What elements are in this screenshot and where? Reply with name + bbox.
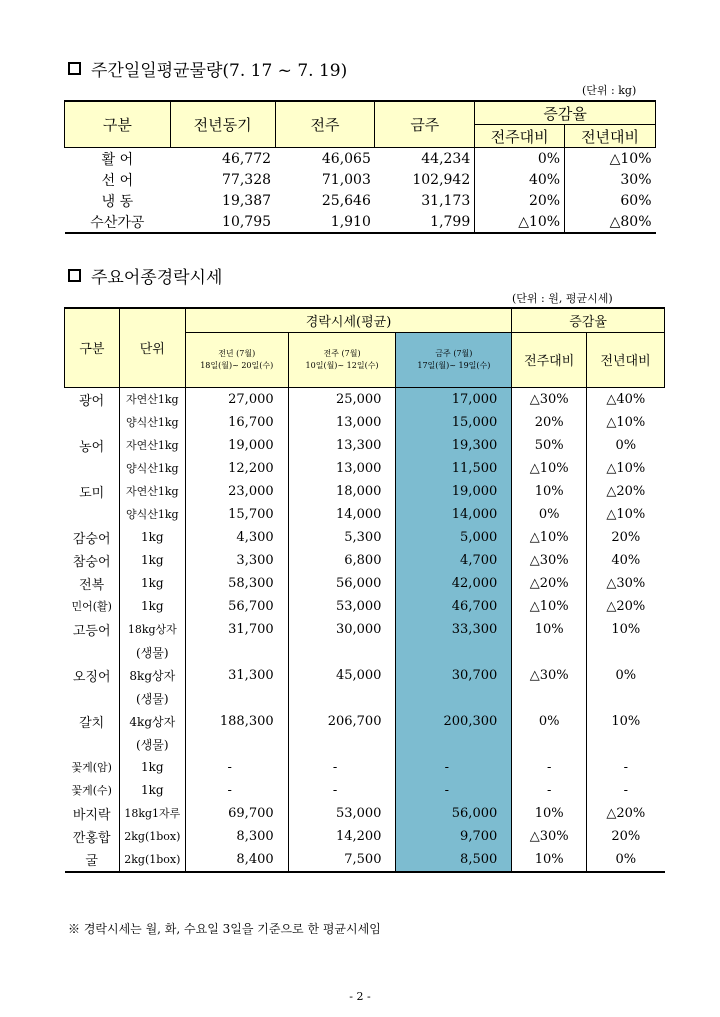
cell-vs-last-year: 0% [587,664,665,687]
row-label: 갈치 [79,715,105,731]
cell-this-week: 4,700 [396,549,512,572]
header-prev-week-line1: 전주 (7월) [323,348,361,358]
cell-prev-week: 5,300 [288,526,396,549]
cell-vs-prev-week: 0% [512,503,587,526]
cell-last-year: 12,200 [185,457,288,480]
checkbox-square-icon [68,269,81,282]
header-change: 증감율 [512,308,665,332]
table-row [65,387,665,411]
cell-unit: 양식산1kg [119,503,185,526]
row-label: 바지락 [72,807,111,823]
cell-vs-prev-week: △10% [512,595,587,618]
row-label: 고등어 [72,623,111,639]
cell-vs-last-year: △10% [587,411,665,434]
row-label: 굴 [65,848,120,872]
cell-vs-last-year: 20% [587,825,665,848]
cell-unit: 8kg상자 [119,664,185,687]
cell-vs-last-year: 0% [587,848,665,872]
row-label: 전복 [79,577,105,593]
cell-prev-week: - [288,756,396,779]
checkbox-square-icon [68,62,81,75]
cell-prev-week: 46,065 [321,150,371,167]
table-row [65,549,665,572]
cell-this-week: 15,000 [396,411,512,434]
cell-vs-prev-week: 50% [512,434,587,457]
row-label [65,641,120,664]
cell-vs-prev-week: - [512,756,587,779]
cell-last-year: 31,700 [185,618,288,641]
row-label: 활 어 [101,151,134,168]
cell-vs-last-year: - [587,756,665,779]
header-last-year: 전년동기 [170,101,275,148]
cell-this-week: 33,300 [396,618,512,641]
table-row [65,756,665,779]
header-this-week: 금주 [375,101,475,148]
row-label: 광어 [79,393,105,409]
header-vs-prev-week: 전주대비 [475,125,565,148]
cell-prev-week: 53,000 [288,595,396,618]
cell-prev-week: 30,000 [288,618,396,641]
header-change: 증감율 [475,101,656,125]
row-label: 감숭어 [72,531,111,547]
cell-vs-prev-week: 10% [512,802,587,825]
cell-vs-last-year: △20% [587,595,665,618]
table-row [65,664,665,687]
row-label: 참숭어 [72,554,111,570]
table-row [65,526,665,549]
cell-prev-week: 18,000 [288,480,396,503]
cell-unit: 양식산1kg [119,411,185,434]
cell-prev-week: - [288,779,396,802]
header-last-year-line1: 전년 (7월) [218,348,256,358]
row-label [65,503,120,526]
cell-this-week: 42,000 [396,572,512,595]
section1-unit: (단위 : kg) [582,84,637,97]
cell-prev-week: 25,646 [321,192,371,209]
table-row [65,148,656,170]
cell-vs-last-year [587,687,665,710]
table-row [65,595,665,618]
cell-vs-prev-week: △20% [512,572,587,595]
cell-prev-week: 1,910 [275,211,375,233]
cell-unit: 2kg(1box) [119,848,185,872]
cell-vs-last-year: - [587,779,665,802]
cell-unit: 1kg [119,549,185,572]
cell-vs-prev-week: △30% [512,549,587,572]
row-label: 오징어 [72,669,111,685]
cell-prev-week: 13,300 [288,434,396,457]
row-label [65,457,120,480]
header-prev-week: 전주 [275,101,375,148]
cell-vs-last-year: △20% [587,480,665,503]
section1-title [68,56,347,81]
cell-last-year: 31,300 [185,664,288,687]
cell-prev-week: 206,700 [288,710,396,733]
table-row [65,825,665,848]
cell-vs-prev-week [512,641,587,664]
cell-prev-week: 14,000 [288,503,396,526]
cell-vs-last-year: △30% [587,572,665,595]
cell-vs-last-year: 30% [565,169,656,190]
row-label: 꽃게(수) [71,784,112,797]
cell-last-year: 56,700 [185,595,288,618]
cell-last-year [185,641,288,664]
cell-vs-last-year: 0% [587,434,665,457]
cell-last-year: 19,387 [222,192,272,209]
cell-vs-prev-week: △30% [512,825,587,848]
cell-this-week [396,733,512,756]
cell-unit: 1kg [119,779,185,802]
cell-prev-week: 45,000 [288,664,396,687]
header-category: 구분 [65,101,171,148]
cell-last-year [185,733,288,756]
table-row [65,190,656,211]
cell-unit: 1kg [119,572,185,595]
cell-last-year: 8,300 [185,825,288,848]
cell-vs-last-year: △80% [565,211,656,233]
header-unit: 단위 [119,308,185,387]
cell-vs-prev-week: △10% [512,457,587,480]
cell-prev-week: 7,500 [288,848,396,872]
cell-unit: (생물) [119,733,185,756]
cell-last-year: 8,400 [185,848,288,872]
section2-title [68,263,222,288]
header-vs-last-year: 전년대비 [565,125,656,148]
cell-prev-week [288,733,396,756]
cell-last-year: - [185,756,288,779]
cell-last-year: 58,300 [185,572,288,595]
cell-last-year: 15,700 [185,503,288,526]
cell-vs-last-year: △20% [587,802,665,825]
cell-this-week: 102,942 [412,171,471,188]
table-row [65,457,665,480]
cell-last-year: 3,300 [185,549,288,572]
cell-prev-week: 6,800 [288,549,396,572]
cell-prev-week [288,641,396,664]
cell-unit: (생물) [119,687,185,710]
cell-prev-week: 71,003 [321,171,371,188]
header-last-year-line2: 18일(월)~ 20일(수) [200,360,274,370]
cell-vs-prev-week: △30% [512,387,587,411]
cell-vs-prev-week: 10% [512,480,587,503]
cell-last-year: 77,328 [222,171,272,188]
cell-vs-prev-week: - [512,779,587,802]
header-prev-week-line2: 10일(월)~ 12일(수) [305,360,379,370]
cell-this-week: 19,300 [396,434,512,457]
header-vs-last-year: 전년대비 [587,332,665,387]
header-last-year [185,332,288,387]
cell-vs-last-year: 10% [587,710,665,733]
header-this-week-line1: 금주 (7월) [435,348,473,358]
row-label: 민어(활) [71,600,112,613]
cell-unit: 양식산1kg [119,457,185,480]
cell-prev-week: 53,000 [288,802,396,825]
cell-vs-prev-week [512,687,587,710]
cell-unit: 자연산1kg [119,480,185,503]
cell-vs-last-year: △10% [587,457,665,480]
table-row [65,211,656,233]
cell-unit: 18kg1자루 [119,802,185,825]
cell-this-week: 30,700 [396,664,512,687]
cell-vs-prev-week: △30% [512,664,587,687]
cell-vs-prev-week: 40% [475,169,565,190]
cell-vs-prev-week: 10% [512,848,587,872]
table-row [65,779,665,802]
cell-this-week: 14,000 [396,503,512,526]
header-category: 구분 [65,308,120,387]
cell-this-week: 46,700 [396,595,512,618]
row-label [65,411,120,434]
cell-last-year: 188,300 [185,710,288,733]
cell-this-week: 200,300 [396,710,512,733]
cell-this-week: 44,234 [421,150,471,167]
cell-last-year [185,687,288,710]
table-row [65,169,656,190]
section2-unit: (단위 : 원, 평균시세) [512,292,613,305]
cell-vs-prev-week: 0% [475,148,565,170]
cell-prev-week: 13,000 [288,457,396,480]
row-label [65,687,120,710]
table-row [65,411,665,434]
cell-vs-prev-week: 20% [512,411,587,434]
cell-prev-week: 13,000 [288,411,396,434]
cell-vs-prev-week: △10% [512,526,587,549]
row-label: 냉 동 [101,193,134,210]
table-row [65,687,665,710]
row-label: 깐홍합 [72,830,111,846]
cell-last-year: 27,000 [185,387,288,411]
cell-vs-last-year [587,641,665,664]
cell-this-week: 56,000 [396,802,512,825]
cell-this-week [396,687,512,710]
cell-unit: 2kg(1box) [119,825,185,848]
section2-title-text: 주요어종경락시세 [91,268,223,288]
cell-vs-last-year: 20% [587,526,665,549]
cell-vs-prev-week: △10% [475,211,565,233]
weekly-volume-table [64,100,656,234]
header-price: 경락시세(평균) [185,308,511,332]
auction-price-table [64,307,665,873]
cell-vs-last-year: 60% [565,190,656,211]
cell-vs-last-year: △10% [587,503,665,526]
cell-unit: (생물) [119,641,185,664]
cell-this-week: - [396,779,512,802]
cell-unit: 1kg [119,756,185,779]
cell-unit: 4kg상자 [119,710,185,733]
cell-last-year: 69,700 [185,802,288,825]
cell-unit: 자연산1kg [119,434,185,457]
cell-this-week: 31,173 [421,192,471,209]
header-vs-prev-week: 전주대비 [512,332,587,387]
cell-last-year: 19,000 [185,434,288,457]
table-row [65,710,665,733]
cell-this-week: - [396,756,512,779]
cell-unit: 자연산1kg [119,387,185,411]
cell-this-week [396,641,512,664]
cell-vs-prev-week: 0% [512,710,587,733]
cell-last-year: - [185,779,288,802]
table-row [65,618,665,641]
cell-vs-last-year: 40% [587,549,665,572]
cell-vs-prev-week: 20% [475,190,565,211]
table-row [65,641,665,664]
cell-prev-week [288,687,396,710]
cell-this-week: 1,799 [375,211,475,233]
table-row [65,572,665,595]
table-row [65,848,665,872]
table-row [65,434,665,457]
footnote: ※ 경락시세는 월, 화, 수요일 3일을 기준으로 한 평균시세임 [68,922,381,936]
row-label: 꽃게(암) [71,761,112,774]
page-number: - 2 - [349,990,371,1003]
cell-vs-prev-week [512,733,587,756]
table-row [65,802,665,825]
cell-last-year: 16,700 [185,411,288,434]
header-this-week-line2: 17일(월)~ 19일(수) [417,360,491,370]
cell-vs-last-year [587,733,665,756]
cell-unit: 1kg [119,595,185,618]
section1-title-text: 주간일일평균물량(7. 17 ~ 7. 19) [91,61,348,81]
cell-this-week: 5,000 [396,526,512,549]
cell-this-week: 17,000 [396,387,512,411]
row-label: 수산가공 [65,211,171,233]
cell-unit: 1kg [119,526,185,549]
header-this-week [396,332,512,387]
cell-this-week: 8,500 [396,848,512,872]
cell-vs-prev-week: 10% [512,618,587,641]
cell-last-year: 46,772 [222,150,272,167]
cell-prev-week: 14,200 [288,825,396,848]
header-prev-week [288,332,396,387]
row-label: 도미 [79,485,105,501]
table-row [65,503,665,526]
cell-vs-last-year: 10% [587,618,665,641]
cell-last-year: 4,300 [185,526,288,549]
table-row [65,733,665,756]
cell-prev-week: 56,000 [288,572,396,595]
cell-vs-last-year: △10% [565,148,656,170]
cell-unit: 18kg상자 [119,618,185,641]
row-label: 선 어 [101,172,134,189]
cell-this-week: 9,700 [396,825,512,848]
cell-vs-last-year: △40% [587,387,665,411]
table-row [65,480,665,503]
cell-last-year: 10,795 [170,211,275,233]
cell-this-week: 19,000 [396,480,512,503]
cell-last-year: 23,000 [185,480,288,503]
cell-prev-week: 25,000 [288,387,396,411]
row-label [65,733,120,756]
row-label: 농어 [79,439,105,455]
cell-this-week: 11,500 [396,457,512,480]
